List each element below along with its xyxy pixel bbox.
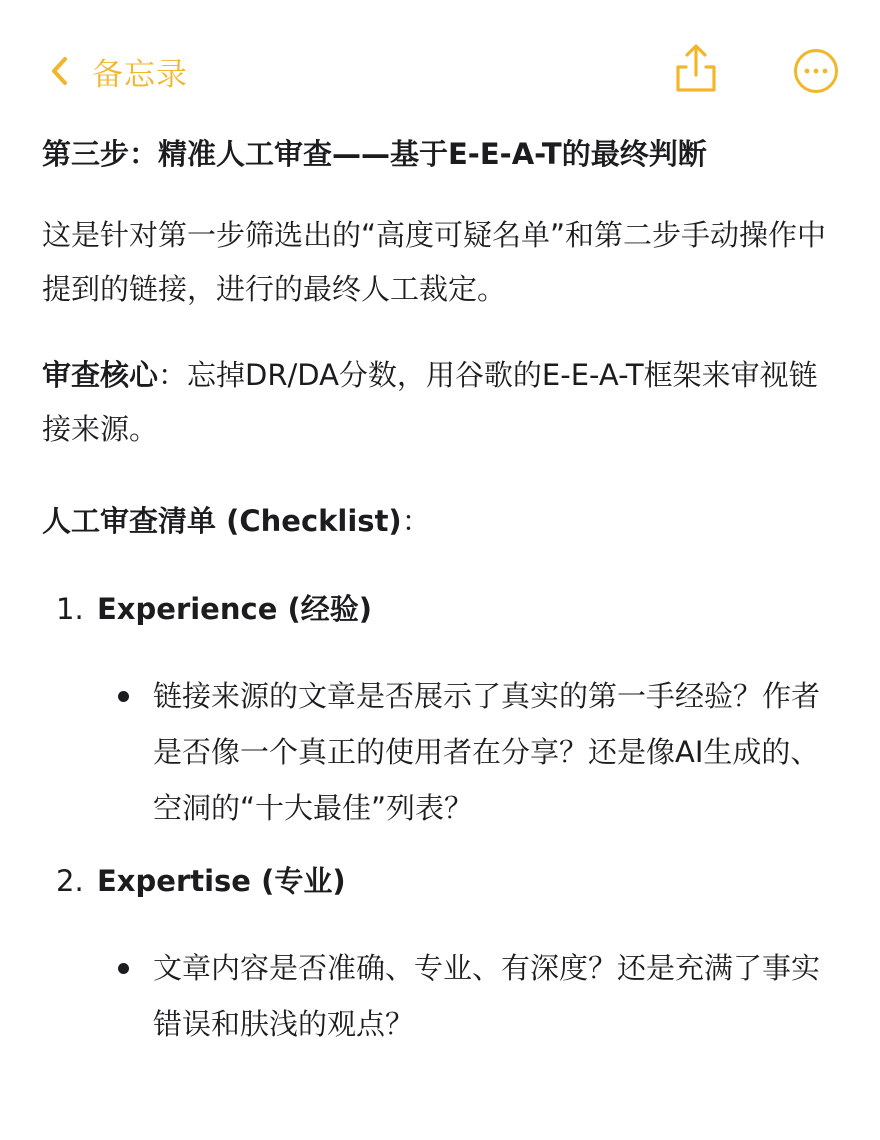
list-item [42, 582, 842, 636]
intro-paragraph: 这是针对第一步筛选出的“高度可疑名单”和第二步手动操作中提到的链接，进行的最终人工裁定。 [42, 218, 827, 306]
more-button[interactable] [793, 48, 839, 94]
list-item-title: Experience (经验) [97, 592, 372, 626]
checklist-title: 人工审查清单 (Checklist) [42, 504, 402, 538]
note-heading: 第三步：精准人工审查——基于E-E-A-T的最终判断 [42, 137, 707, 171]
list-item [42, 854, 842, 908]
list-number: 2. [56, 864, 84, 898]
note-body[interactable] [42, 130, 842, 1052]
bullet-text: 文章内容是否准确、专业、有深度？还是充满了事实错误和肤浅的观点？ [153, 951, 821, 1041]
core-text: ：忘掉DR/DA分数，用谷歌的E-E-A-T框架来审视链接来源。 [42, 358, 818, 446]
share-button[interactable] [674, 42, 718, 94]
checklist-suffix: ： [401, 504, 431, 538]
list-item-title: Expertise (专业) [97, 864, 346, 898]
back-button[interactable] [50, 48, 188, 94]
bullet-item [42, 668, 842, 836]
bullet-dot-icon [118, 963, 129, 974]
bullet-text: 链接来源的文章是否展示了真实的第一手经验？作者是否像一个真正的使用者在分享？还是像AI生成的、空洞的“十大最佳”列表？ [153, 679, 821, 825]
chevron-left-icon [50, 55, 70, 87]
core-label: 审查核心 [42, 358, 159, 392]
navigation-bar [0, 0, 880, 130]
back-label: 备忘录 [92, 56, 188, 93]
more-icon [793, 48, 839, 94]
bullet-dot-icon [118, 691, 129, 702]
share-icon [674, 42, 718, 94]
checklist-title-line [42, 494, 842, 548]
bullet-item [42, 940, 842, 1052]
list-number: 1. [56, 592, 84, 626]
core-paragraph [42, 348, 842, 456]
